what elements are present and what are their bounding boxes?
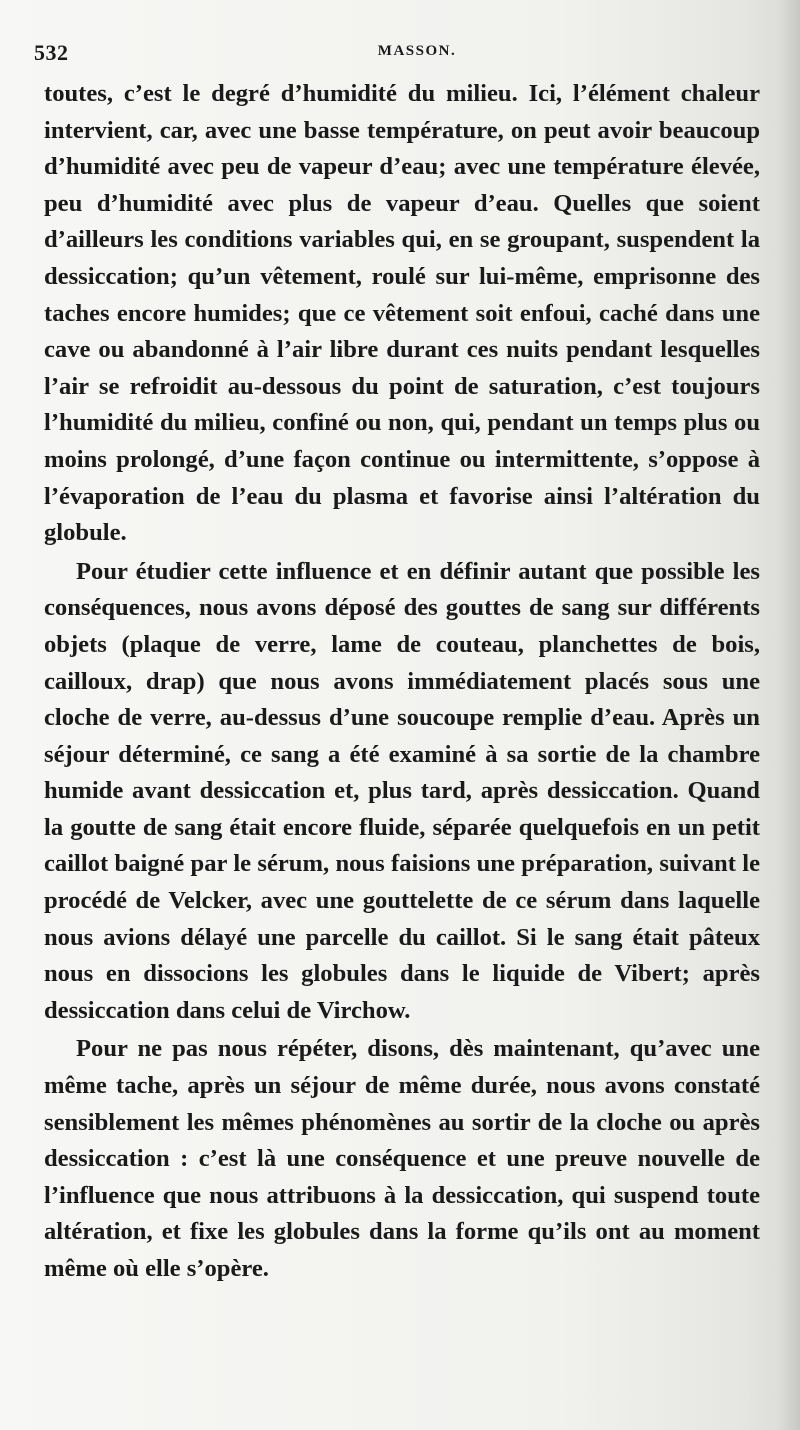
page-header xyxy=(34,40,760,70)
paragraph-1: toutes, c’est le degré d’humidité du milieu. Ici, l’élément chaleur intervient, car, avec une basse température, on peut avoir beaucoup d’humidité avec peu de vapeur d’eau; avec une température élevée, peu d’humidité avec plus de vapeur d’eau. Quelles que soient d’ailleurs les conditions variables qui, en se groupant, suspendent la dessiccation; qu’un vêtement, roulé sur lui-même, emprisonne des taches encore humides; que ce vêtement soit enfoui, caché dans une cave ou abandonné à l’air libre durant ces nuits pendant lesquelles l’air se refroidit au-dessous du point de saturation, c’est toujours l’humidité du milieu, confiné ou non, qui, pendant un temps plus ou moins prolongé, d’une façon continue ou intermittente, s’oppose à l’évaporation de l’eau du plasma et favorise ainsi l’altération du globule. xyxy=(44,80,760,547)
paragraph-2: Pour étudier cette influence et en définir autant que possible les conséquences, nous avons déposé des gouttes de sang sur différents objets (plaque de verre, lame de couteau, planchettes de bois, cailloux, drap) que nous avons immédiatement placés sous une cloche de verre, au-dessus d’une soucoupe remplie d’eau. Après un séjour déterminé, ce sang a été examiné à sa sortie de la chambre humide avant dessiccation et, plus tard, après dessiccation. Quand la goutte de sang était encore fluide, séparée quelquefois en un petit caillot baigné par le sérum, nous faisions une préparation, suivant le procédé de Velcker, avec une gouttelette de ce sérum dans laquelle nous avions délayé une parcelle du caillot. Si le sang était pâteux nous en dissocions les globules dans le liquide de Vibert; après dessiccation dans celui de Virchow. xyxy=(44,557,760,1024)
page-number: 532 xyxy=(34,40,69,65)
paragraph-3: Pour ne pas nous répéter, disons, dès maintenant, qu’avec une même tache, après un séjour de même durée, nous avons constaté sensiblement les mêmes phénomènes au sortir de la cloche ou après dessiccation : c’est là une conséquence et une preuve nouvelle de l’influence que nous attribuons à la dessiccation, qui suspend toute altération, et fixe les globules dans la forme qu’ils ont au moment même où elle s’opère. xyxy=(44,1035,760,1282)
running-head: MASSON. xyxy=(377,43,457,59)
page-edge-shadow xyxy=(778,0,800,1430)
body-text xyxy=(44,76,760,1288)
